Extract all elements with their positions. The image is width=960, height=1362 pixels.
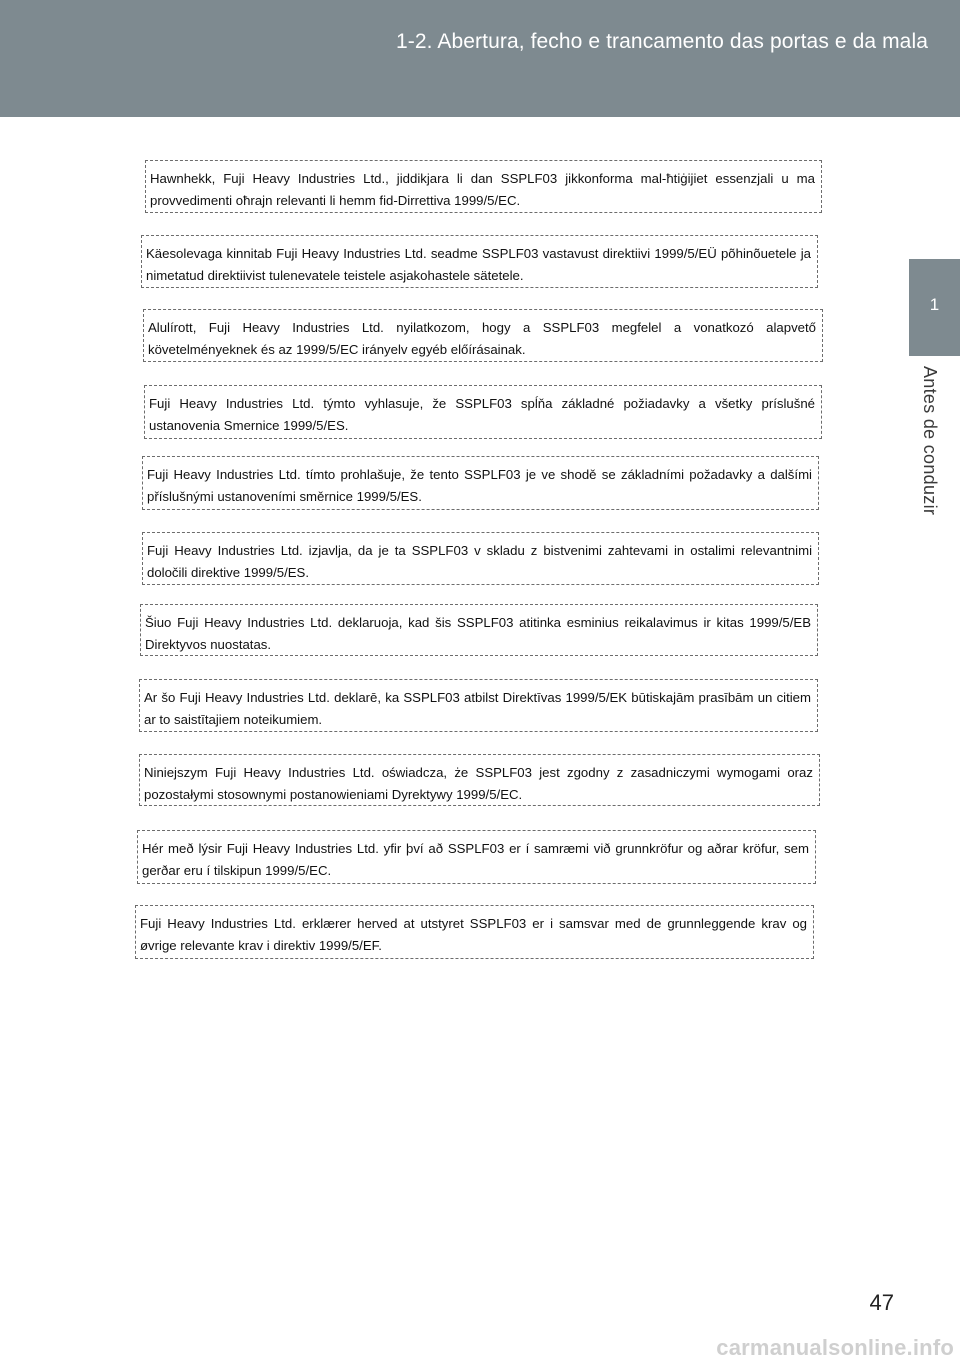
declaration-text: Käesolevaga kinnitab Fuji Heavy Industries Ltd. seadme SSPLF03 vastavust direktiivi 1999/5/EÜ põhinõuetele ja nimetatud direktiivist tulenevatele teistele asjakohastele sätetele. [146, 246, 811, 283]
declaration-slovak [144, 385, 822, 439]
declaration-text: Fuji Heavy Industries Ltd. tímto prohlašuje, že tento SSPLF03 je ve shodě se základními požadavky a dalšími příslušnými ustanoveními směrnice 1999/5/ES. [147, 467, 812, 504]
declaration-lithuanian [140, 604, 818, 656]
declaration-norwegian [135, 905, 814, 959]
declaration-text: Šiuo Fuji Heavy Industries Ltd. deklaruoja, kad šis SSPLF03 atitinka esminius reikalavimus ir kitas 1999/5/EB Direktyvos nuostatas. [145, 615, 811, 652]
chapter-label: Antes de conduzir [920, 366, 940, 516]
header-band [0, 0, 960, 117]
chapter-number: 1 [929, 295, 940, 314]
declaration-text: Fuji Heavy Industries Ltd. týmto vyhlasuje, že SSPLF03 spĺňa základné požiadavky a všetky príslušné ustanovenia Smernice 1999/5/ES. [149, 396, 815, 433]
declaration-text: Fuji Heavy Industries Ltd. erklærer herved at utstyret SSPLF03 er i samsvar med de grunnleggende krav og øvrige relevante krav i direktiv 1999/5/EF. [140, 916, 807, 953]
declaration-czech [142, 456, 819, 510]
chapter-tab [909, 259, 960, 356]
declaration-polish [139, 754, 820, 806]
declaration-latvian [139, 679, 818, 732]
watermark: carmanualsonline.info [716, 1335, 954, 1360]
declaration-slovenian [142, 532, 819, 585]
declaration-text: Hér með lýsir Fuji Heavy Industries Ltd. yfir því að SSPLF03 er í samræmi við grunnkröfur og aðrar kröfur, sem gerðar eru í tilskipun 1999/5/EC. [142, 841, 809, 878]
declaration-icelandic [137, 830, 816, 884]
declaration-text: Fuji Heavy Industries Ltd. izjavlja, da je ta SSPLF03 v skladu z bistvenimi zahtevami in ostalimi relevantnimi določili direktive 1999/5/ES. [147, 543, 812, 580]
declaration-text: Niniejszym Fuji Heavy Industries Ltd. oświadcza, że SSPLF03 jest zgodny z zasadniczymi wymogami oraz pozostałymi stosownymi postanowieniami Dyrektywy 1999/5/EC. [144, 765, 813, 802]
declaration-text: Ar šo Fuji Heavy Industries Ltd. deklarē, ka SSPLF03 atbilst Direktīvas 1999/5/EK būtiskajām prasībām un citiem ar to saistītajiem noteikumiem. [144, 690, 811, 727]
declaration-text: Alulírott, Fuji Heavy Industries Ltd. nyilatkozom, hogy a SSPLF03 megfelel a vonatkozó alapvető követelményeknek és az 1999/5/EC irányelv egyéb előírásainak. [148, 320, 816, 357]
section-title: 1-2. Abertura, fecho e trancamento das portas e da mala [396, 30, 928, 53]
declaration-text: Hawnhekk, Fuji Heavy Industries Ltd., jiddikjara li dan SSPLF03 jikkonforma mal-ħtiġijiet essenzjali u ma provvedimenti oħrajn relevanti li hemm fid-Dirrettiva 1999/5/EC. [150, 171, 815, 208]
declaration-hungarian [143, 309, 823, 362]
declaration-estonian [141, 235, 818, 288]
page-number: 47 [869, 1290, 894, 1315]
declaration-maltese [145, 160, 822, 213]
